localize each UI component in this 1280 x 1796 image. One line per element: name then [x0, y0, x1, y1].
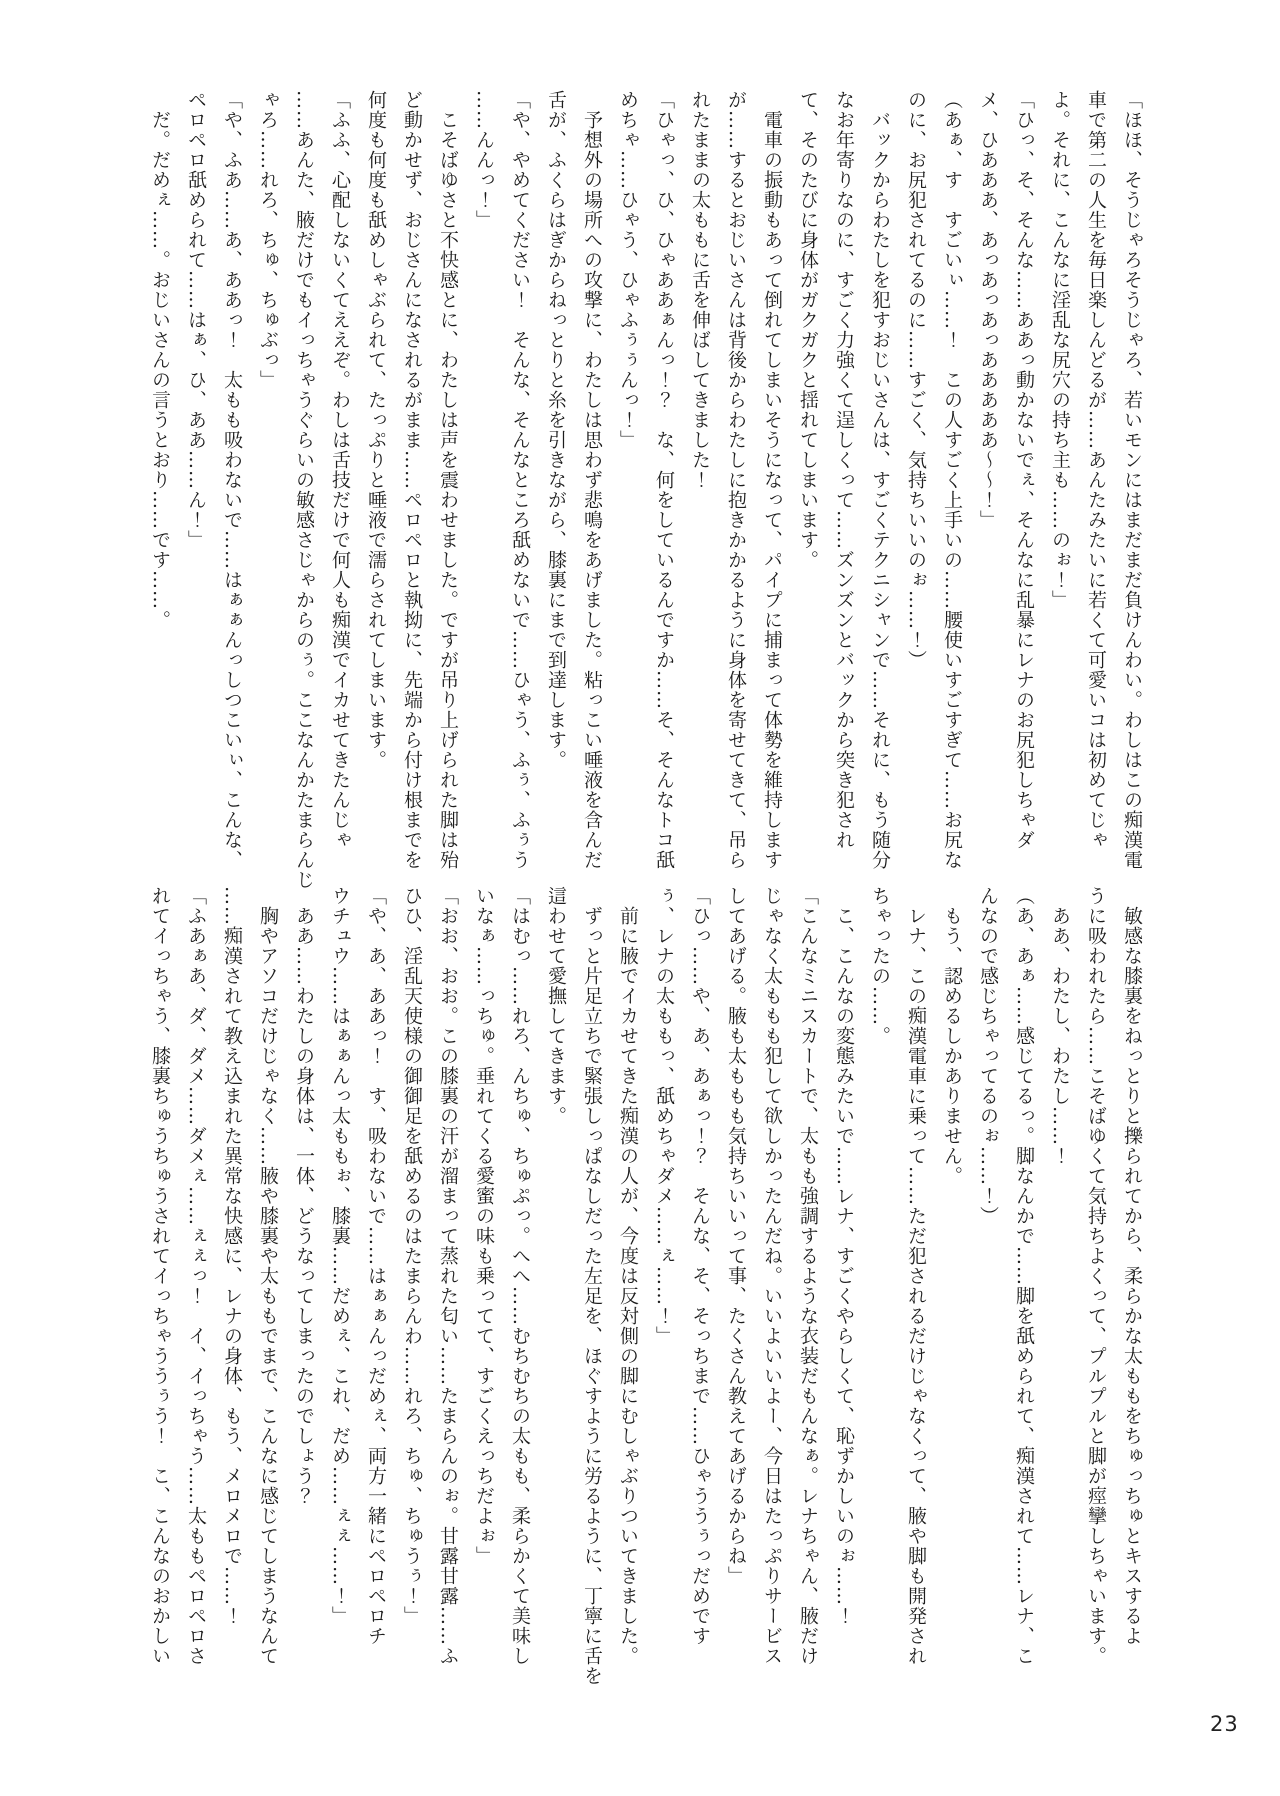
text-column: 敏感な膝裏をねっとりと擽られてから、柔らかな太ももをちゅっちゅとキスするよ [1121, 906, 1143, 1646]
text-column: ひひ、淫乱天使様の御御足を舐めるのはたまらんわ……れろ、ちゅ、ちゅうぅ！」 [401, 886, 423, 1626]
text-column: 予想外の場所への攻撃に、わたしは思わず悲鳴をあげました。粘っこい唾液を含んだ [581, 110, 603, 870]
text-column: こそばゆさと不快感とに、わたしは声を震わせました。ですが吊り上げられた脚は殆 [437, 110, 459, 870]
text-column: れてイっちゃう、膝裏ちゅうちゅうされてイっちゃううぅう！ こ、こんなのおかしい [149, 886, 171, 1666]
text-column: メ、ひあああ、あっあっあっあああああ～～！」 [977, 90, 999, 530]
text-column: ぅ、レナの太ももっ、舐めちゃダメ……ぇ……！」 [653, 886, 675, 1346]
text-column: 車で第二の人生を毎日楽しんどるが……あんたみたいに若くて可愛いコは初めてじゃ [1085, 90, 1107, 850]
text-column: 「ひっ……や、あ、あぁっ！？ そんな、そ、そっちまで……ひゃううぅっだめです [689, 886, 711, 1646]
text-column: 舌が、ふくらはぎからねっとりと糸を引きながら、膝裏にまで到達します。 [545, 90, 567, 770]
text-column: めちゃ……ひゃう、ひゃふぅぅんっ！」 [617, 90, 639, 450]
text-column: ウチュウ……はぁぁんっ太ももぉ、膝裏……だめぇ、これ、だめ……ぇぇ……！」 [329, 886, 351, 1626]
text-column: 「や、やめてください！ そんな、そんなところ舐めないで……ひゃう、ふぅ、ふぅう [509, 90, 531, 870]
text-column: ゃろ……れろ、ちゅ、ちゅぶっ」 [257, 90, 279, 390]
text-column: 何度も何度も舐めしゃぶられて、たっぷりと唾液で濡らされてしまいます。 [365, 90, 387, 770]
text-column: ああ、わたし、わたし……！ [1049, 906, 1071, 1166]
text-column: 「ほほ、そうじゃろそうじゃろ、若いモンにはまだまだ負けんわい。わしはこの痴漢電 [1121, 90, 1143, 870]
bottom-text-block [130, 886, 1150, 1698]
text-column: が……するとおじいさんは背後からわたしに抱きかかるように身体を寄せてきて、吊ら [725, 90, 747, 870]
text-column: いなぁ……っちゅ。垂れてくる愛蜜の味も乗ってて、すごくえっちだよぉ」 [473, 886, 495, 1566]
text-column: んなので感じちゃってるのぉ……！） [977, 886, 999, 1226]
text-column: バックからわたしを犯すおじいさんは、すごくテクニシャンで……それに、もう随分 [869, 110, 891, 870]
text-column: ちゃったの……。 [869, 886, 891, 1046]
page-number: 23 [1210, 1712, 1239, 1736]
text-column: レナ、この痴漢電車に乗って……ただ犯されるだけじゃなくって、腋や脚も開発され [905, 906, 927, 1666]
text-column: よ。それに、こんなに淫乱な尻穴の持ち主も……のぉ！」 [1049, 90, 1071, 610]
text-column: ペロペロ舐められて……はぁ、ひ、ああ……ん！」 [185, 90, 207, 550]
text-column: ……痴漢されて教え込まれた異常な快感に、レナの身体、もう、メロメロで……！ [221, 886, 243, 1626]
text-column: 「ひっ、そ、そんな……ああっ動かないでぇ、そんなに乱暴にレナのお尻犯しちゃダ [1013, 90, 1035, 850]
text-column: もう、認めるしかありません。 [941, 906, 963, 1186]
text-column: （あぁ、す すごいぃ……！ この人すごく上手いの……腰使いすごすぎて……お尻な [941, 90, 963, 870]
text-column: 電車の振動もあって倒れてしまいそうになって、パイプに捕まって体勢を維持します [761, 110, 783, 870]
text-column: だ。だめぇ……。おじいさんの言うとおり……です……。 [149, 110, 171, 630]
text-column: （あ、あぁ……感じてるっ。脚なんかで……脚を舐められて、痴漢されて……レナ、こ [1013, 886, 1035, 1666]
text-column: のに、お尻犯されてるのに……すごく、気持ちいいのぉ……！） [905, 90, 927, 670]
text-column: 「ふふ、心配しないくてええぞ。わしは舌技だけで何人も痴漢でイカせてきたんじゃ [329, 90, 351, 850]
text-column: ……んんっ！」 [473, 90, 495, 230]
text-column: ど動かせず、おじさんになされるがまま……ペロペロと執拗に、先端から付け根までを [401, 90, 423, 870]
text-column: 前に腋でイカせてきた痴漢の人が、今度は反対側の脚にむしゃぶりついてきました。 [617, 906, 639, 1666]
text-column: 「ふあぁあ、ダ、ダメ……ダメぇ……ぇぇっ！ イ、イっちゃう……太ももペロペロさ [185, 886, 207, 1666]
text-column: ずっと片足立ちで緊張しっぱなしだった左足を、ほぐすように労るように、丁寧に舌を [581, 906, 603, 1686]
text-column: れたままの太ももに舌を伸ばしてきました！ [689, 90, 711, 490]
text-column: うに吸われたら……こそばゆくて気持ちよくって、プルプルと脚が痙攣しちゃいます。 [1085, 886, 1107, 1666]
text-column: こ、こんなの変態みたいで……レナ、すごくやらしくて、恥ずかしいのぉ……！ [833, 906, 855, 1626]
text-column: て、そのたびに身体がガクガクと揺れてしまいます。 [797, 90, 819, 570]
text-column: ……あんた、腋だけでもイっちゃうぐらいの敏感さじゃからのぅ。ここなんかたまらんじ [293, 90, 315, 890]
text-column: 「こんなミニスカートで、太もも強調するような衣装だもんなぁ。レナちゃん、腋だけ [797, 886, 819, 1666]
text-column: 這わせて愛撫してきます。 [545, 886, 567, 1126]
text-column: 「おお、おお。この膝裏の汗が溜まって蒸れた匂い……たまらんのぉ。甘露甘露……ふ [437, 886, 459, 1666]
text-column: してあげる。腋も太ももも気持ちいいって事、たくさん教えてあげるからね」 [725, 886, 747, 1586]
text-column: 「や、あ、ああっ！ す、吸わないで……はぁぁんっだめぇ、両方一緒にペロペロチ [365, 886, 387, 1646]
text-column: なお年寄りなのに、すごく力強くて逞しくって……ズンズンとバックから突き犯され [833, 90, 855, 850]
text-column: じゃなく太ももも犯して欲しかったんだね。いいよいいよー、今日はたっぷりサービス [761, 886, 783, 1666]
text-column: 「はむっ……れろ、んちゅ、ちゅぷっ。へへ……むちむちの太もも、柔らかくて美味し [509, 886, 531, 1666]
text-column: 「ひゃっ、ひ、ひゃああぁんっ！？ な、何をしているんですか……そ、そんなトコ舐 [653, 90, 675, 870]
top-text-block [130, 90, 1150, 902]
text-column: 「や、ふあ……あ、ああっ！ 太もも吸わないで……はぁぁんっしつこいぃ、こんな、 [221, 90, 243, 870]
text-column: 胸やアソコだけじゃなく……腋や膝裏や太ももでまで、こんなに感じてしまうなんて [257, 906, 279, 1666]
text-column: ああ……わたしの身体は、一体、どうなってしまったのでしょう？ [293, 906, 315, 1506]
